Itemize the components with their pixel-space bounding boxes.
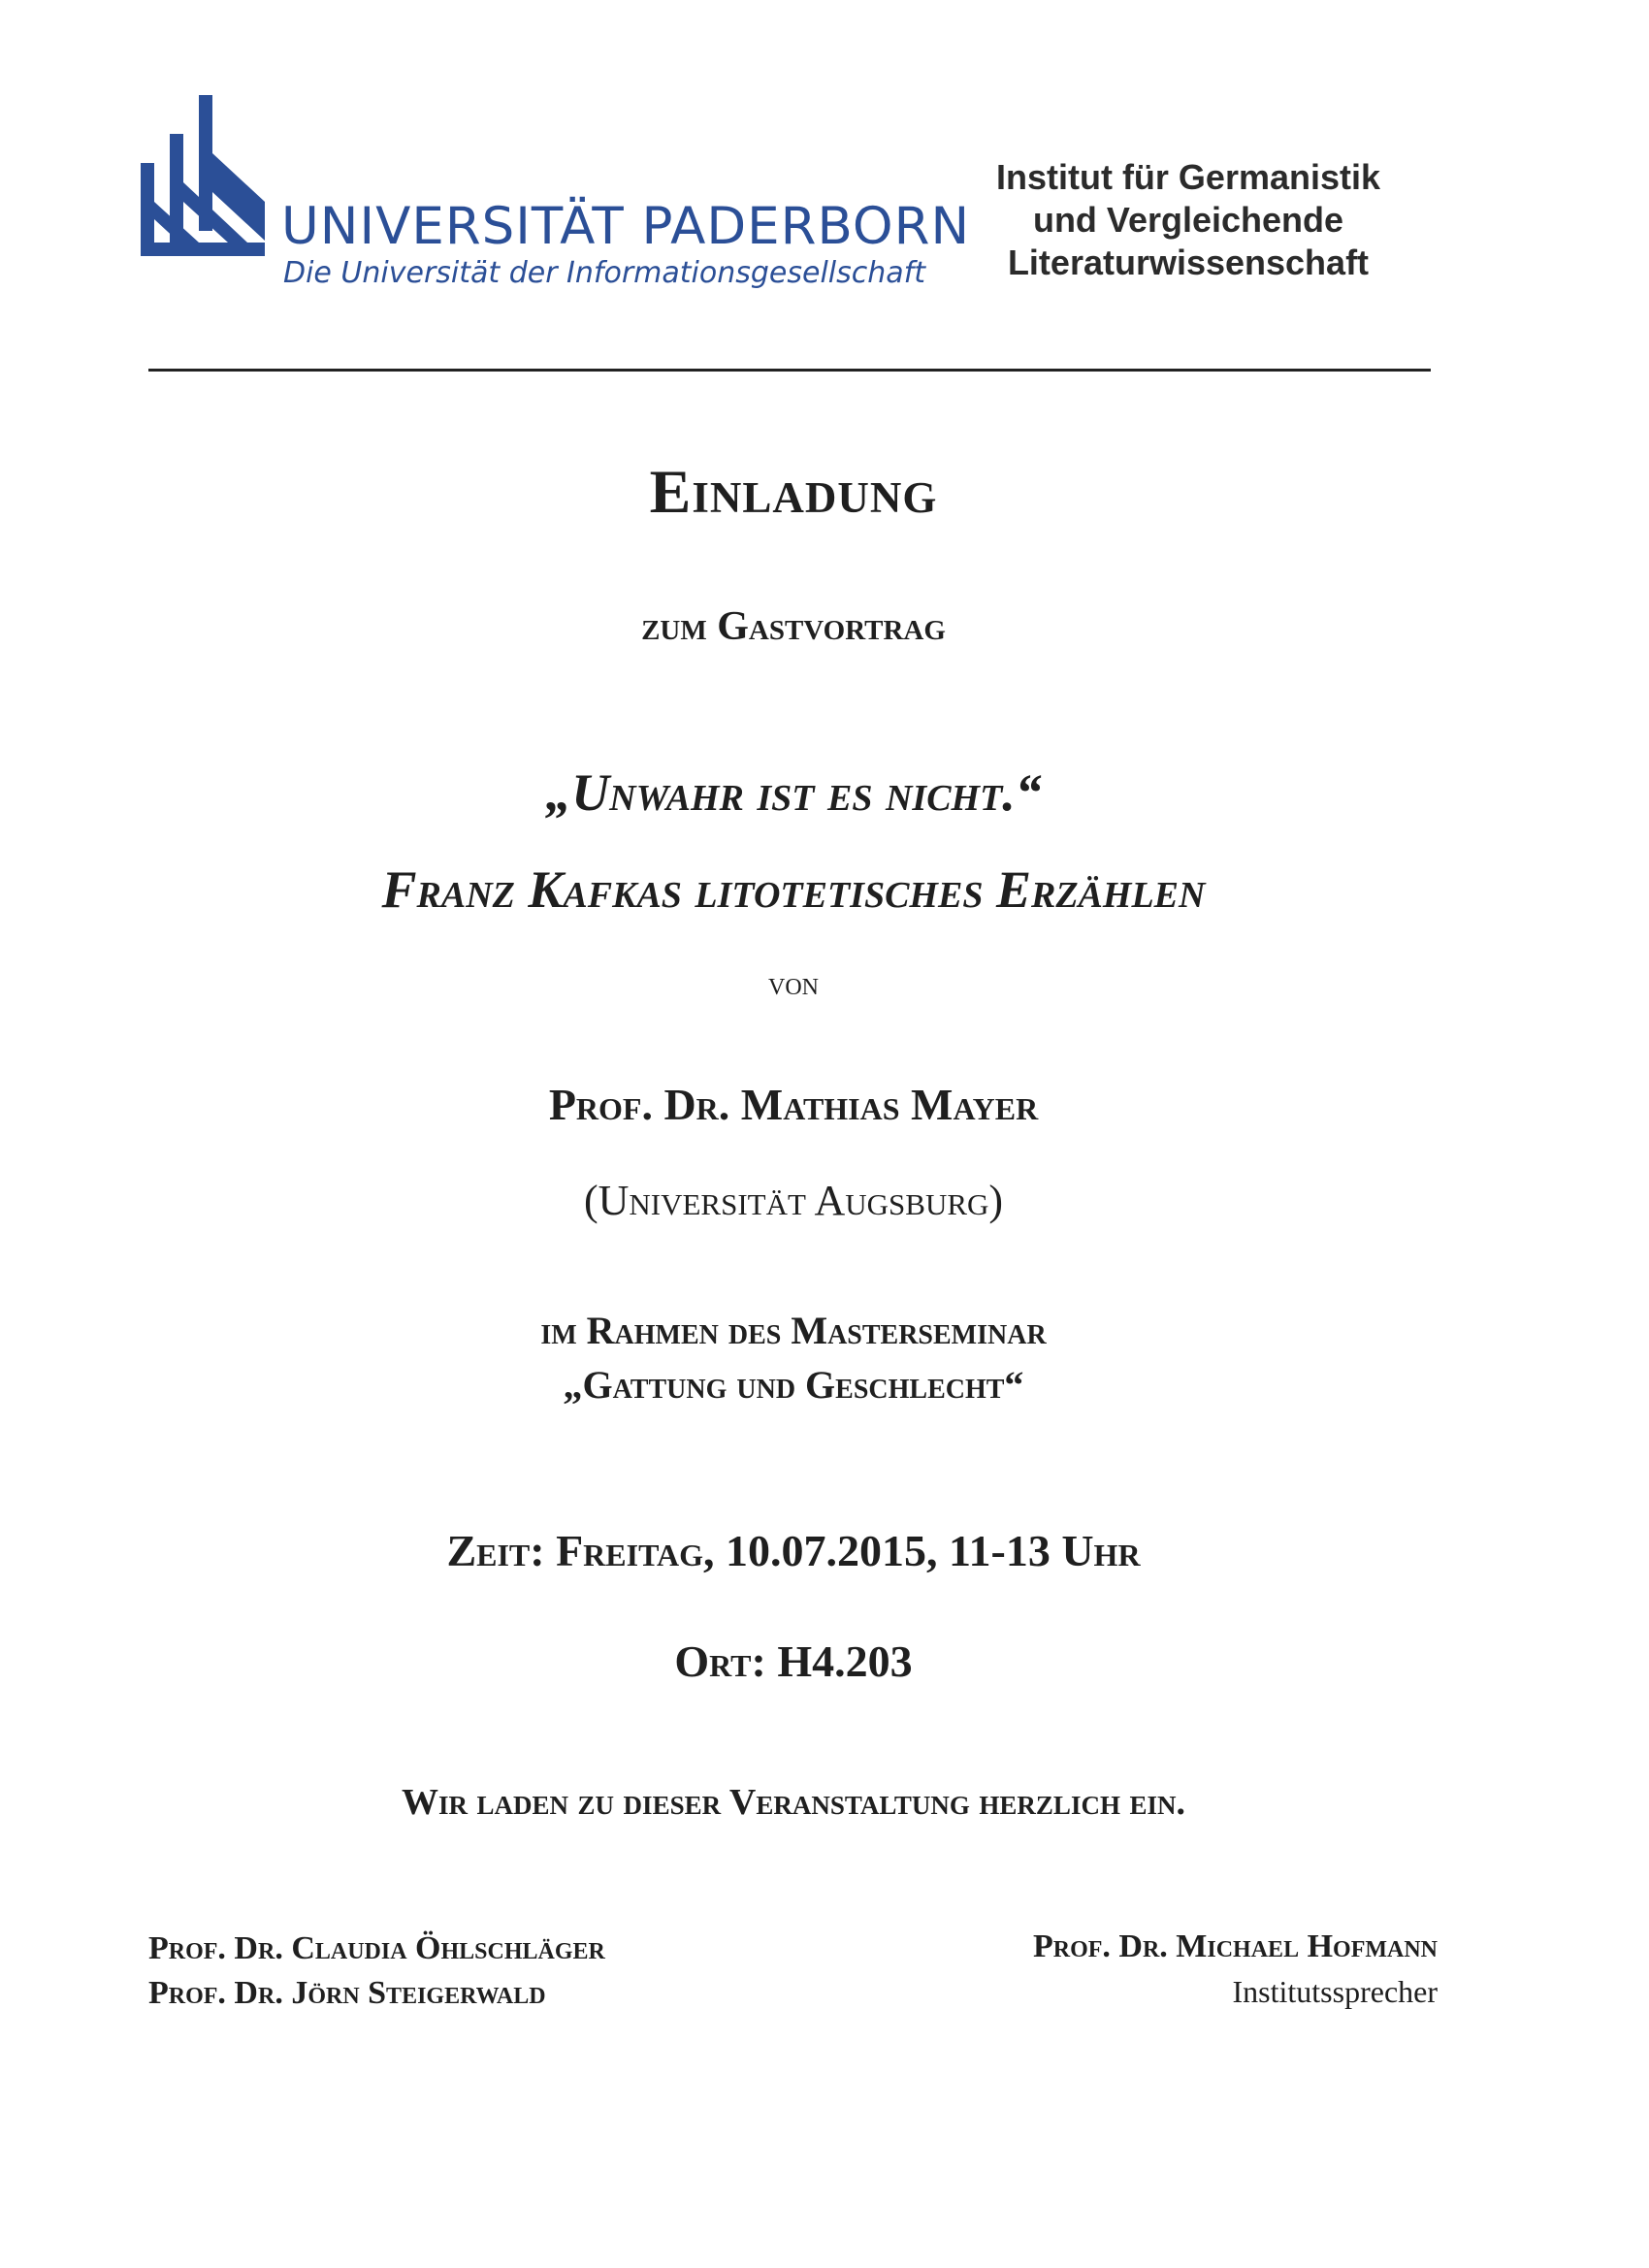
talk-title-line-2: Franz Kafkas litotetisches Erzählen <box>381 860 1206 919</box>
signatures-right <box>873 1925 1438 2014</box>
signatory-name: Prof. Dr. Michael Hofmann <box>1032 1928 1438 1964</box>
header-divider <box>148 369 1431 372</box>
speaker-affiliation: (Universität Augsburg) <box>583 1177 1004 1224</box>
institute-line: Literaturwissenschaft <box>1007 243 1370 282</box>
page-title: Einladung <box>649 457 938 526</box>
context-line-1: im Rahmen des Masterseminar <box>540 1309 1047 1352</box>
event-time: Zeit: Freitag, 10.07.2015, 11-13 Uhr <box>446 1526 1141 1575</box>
signatory-name: Prof. Dr. Claudia Öhlschläger <box>148 1930 605 1966</box>
subtitle: zum Gastvortrag <box>641 604 946 649</box>
university-logo-icon <box>141 95 265 256</box>
signatory-role: Institutssprecher <box>1232 1974 1438 2009</box>
university-tagline: Die Universität der Informationsgesellschaft <box>283 256 925 290</box>
university-name: UNIVERSITÄT PADERBORN <box>281 197 971 256</box>
institute-name <box>955 156 1421 284</box>
institute-line: und Vergleichende <box>1032 200 1344 240</box>
institute-line: Institut für Germanistik <box>995 157 1381 197</box>
speaker-name: Prof. Dr. Mathias Mayer <box>548 1080 1039 1129</box>
event-place: Ort: H4.203 <box>674 1636 913 1686</box>
closing-line: Wir laden zu dieser Veranstaltung herzlich ein. <box>402 1782 1185 1823</box>
context-line-2: „Gattung und Geschlecht“ <box>563 1363 1024 1407</box>
signatures-left <box>148 1927 605 2016</box>
signatory-name: Prof. Dr. Jörn Steigerwald <box>148 1975 546 2011</box>
talk-title-line-1: „Unwahr ist es nicht.“ <box>545 763 1042 822</box>
by-label: von <box>768 966 819 1002</box>
